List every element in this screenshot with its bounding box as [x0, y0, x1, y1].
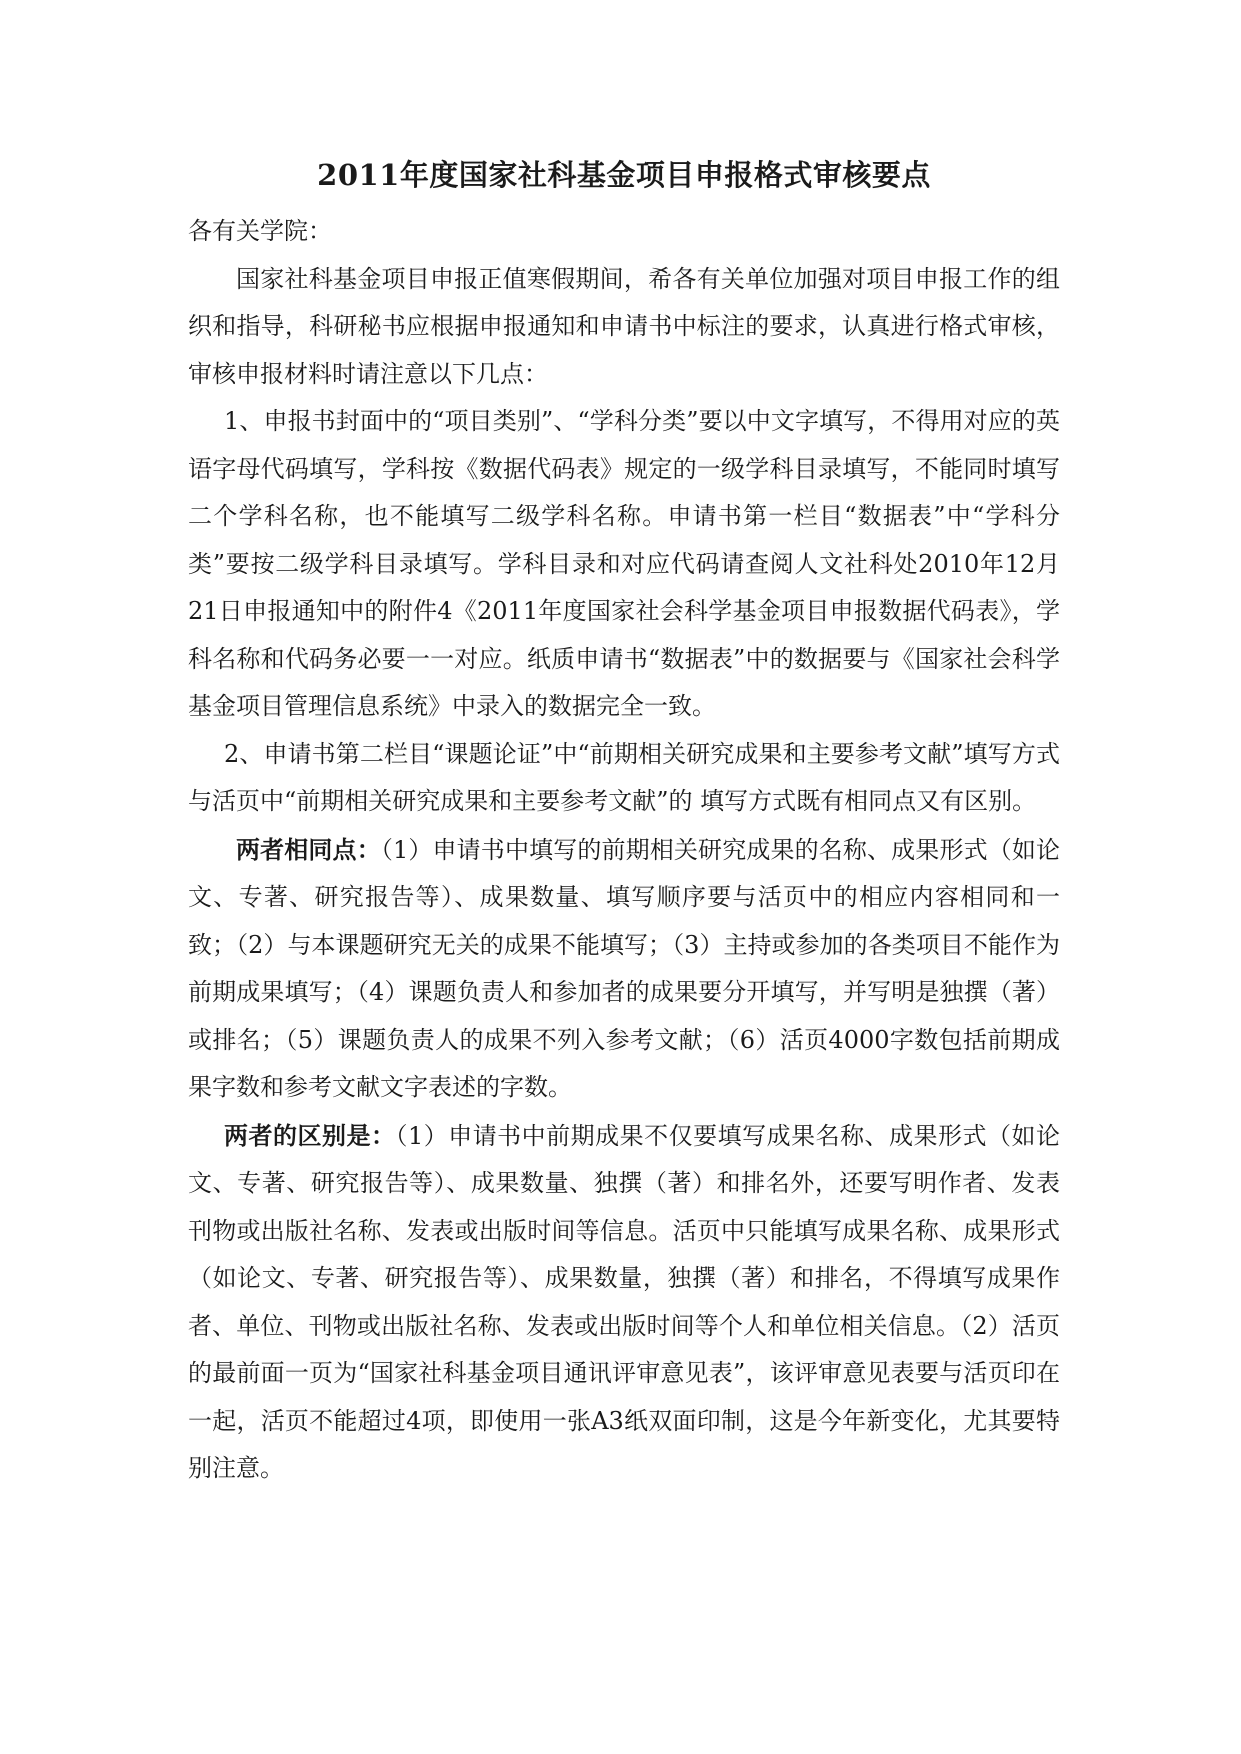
salutation: 各有关学院： — [188, 217, 332, 245]
document-title: 2011年度国家社科基金项目申报格式审核要点 — [317, 158, 931, 192]
differences-lead: 两者的区别是： — [224, 1120, 396, 1150]
point-1-paragraph: 1、申报书封面中的“项目类别”、“学科分类”要以中文字填写，不得用对应的英语字母代码填写，学科按《数据代码表》规定的一级学科目录填写，不能同时填写二个学科名称，也不能填写二级学科名称。申请书第一栏目“数据表”中“学科分类”要按二级学科目录填写。学科目录和对应代码请查阅人文社科处2010年12月21日申报通知中的附件4《2011年度国家社会科学基金项目申报数据代码表》，学科名称和代码务必要一一对应。纸质申请书“数据表”中的数据要与《国家社会科学基金项目管理信息系统》中录入的数据完全一致。 — [188, 407, 1060, 720]
document-page — [188, 148, 1060, 1493]
differences-body: （1）申请书中前期成果不仅要填写成果名称、成果形式（如论文、专著、研究报告等）、成果数量、独撰（著）和排名外，还要写明作者、发表刊物或出版社名称、发表或出版时间等信息。活页中只能填写成果名称、成果形式（如论文、专著、研究报告等）、成果数量，独撰（著）和排名，不得填写成果作者、单位、刊物或出版社名称、发表或出版时间等个人和单位相关信息。（2）活页的最前面一页为“国家社科基金项目通讯评审意见表”，该评审意见表要与活页印在一起，活页不能超过4项，即使用一张A3纸双面印制，这是今年新变化，尤其要特别注意。 — [188, 1121, 1060, 1482]
intro-paragraph: 国家社科基金项目申报正值寒假期间，希各有关单位加强对项目申报工作的组织和指导，科研秘书应根据申报通知和申请书中标注的要求，认真进行格式审核，审核申报材料时请注意以下几点： — [188, 264, 1060, 388]
similarities-lead: 两者相同点： — [236, 834, 381, 864]
differences-paragraph — [188, 1112, 1060, 1493]
similarities-paragraph — [188, 826, 1060, 1112]
similarities-body: （1）申请书中填写的前期相关研究成果的名称、成果形式（如论文、专著、研究报告等）、成果数量、填写顺序要与活页中的相应内容相同和一致；（2）与本课题研究无关的成果不能填写；（3）主持或参加的各类项目不能作为前期成果填写；（4）课题负责人和参加者的成果要分开填写，并写明是独撰（著）或排名；（5）课题负责人的成果不列入参考文献；（6）活页4000字数包括前期成果字数和参考文献文字表述的字数。 — [188, 835, 1060, 1101]
point-2-paragraph: 2、申请书第二栏目“课题论证”中“前期相关研究成果和主要参考文献”填写方式与活页中“前期相关研究成果和主要参考文献”的 填写方式既有相同点又有区别。 — [188, 739, 1060, 815]
